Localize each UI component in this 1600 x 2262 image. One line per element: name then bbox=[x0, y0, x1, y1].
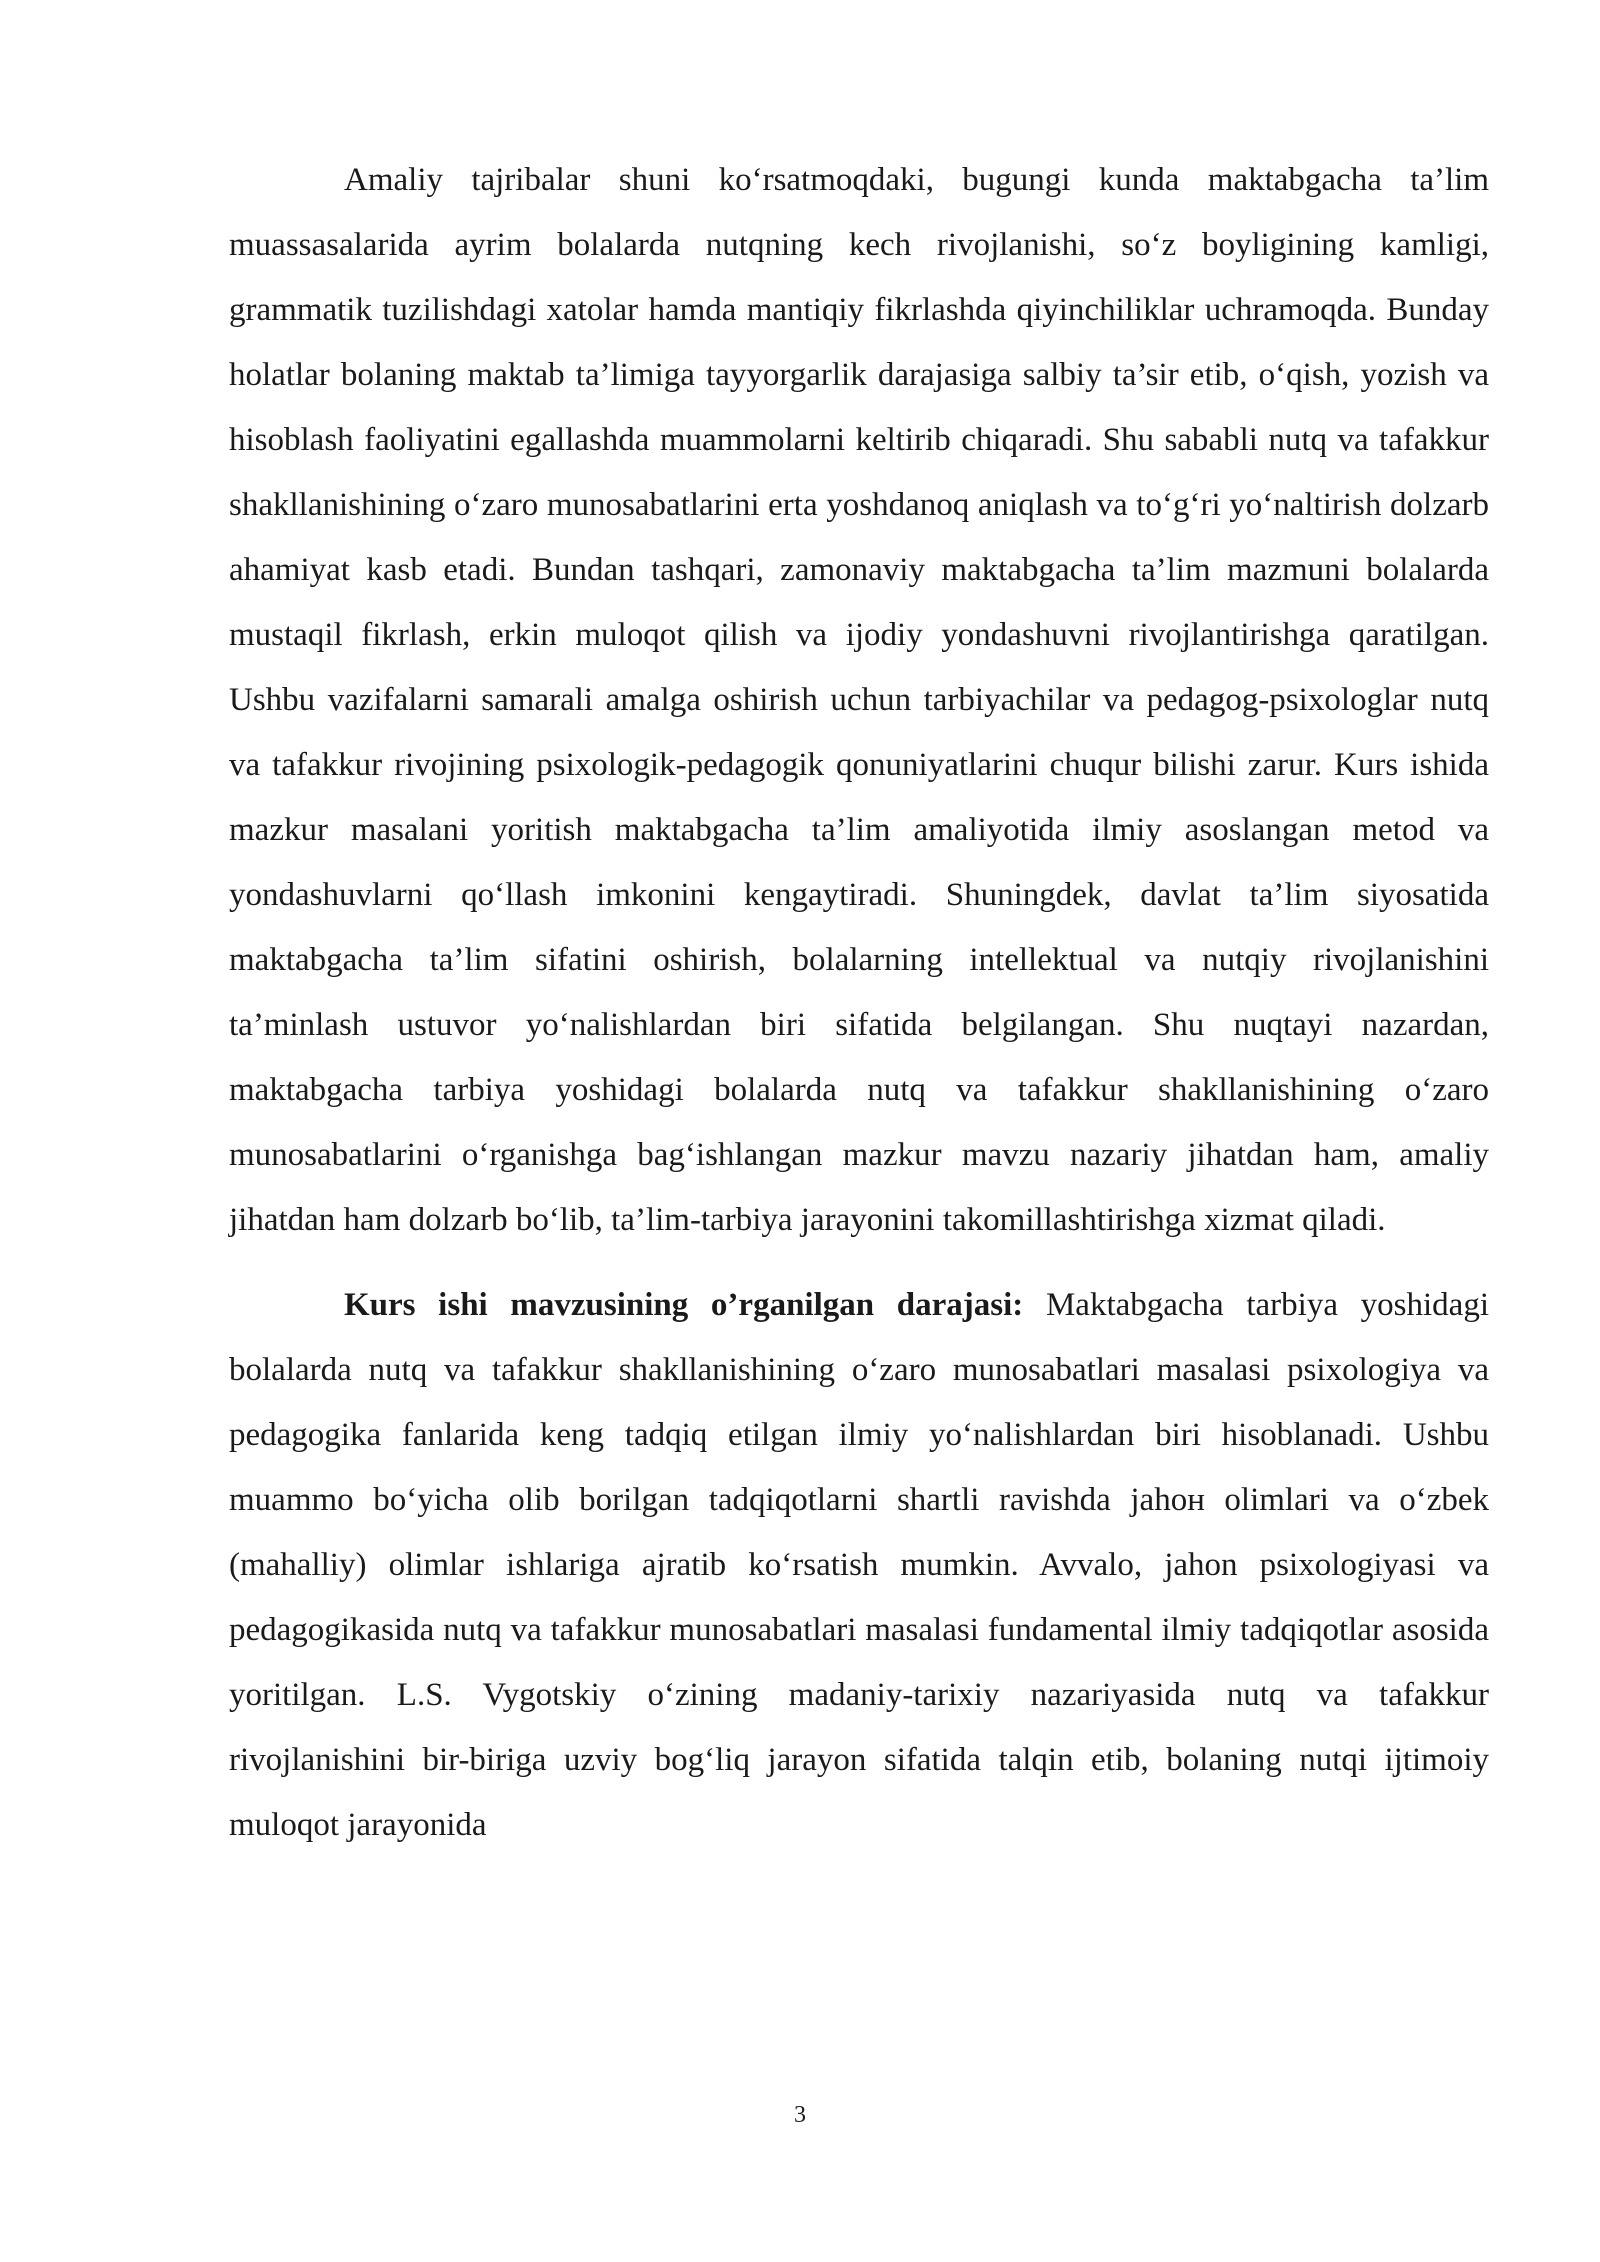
body-text bbox=[229, 148, 1489, 1858]
page-number: 3 bbox=[794, 2102, 806, 2128]
paragraph-study-level bbox=[229, 1273, 1489, 1858]
paragraph-text: Amaliy tajribalar shuni ko‘rsatmoqdaki, bugungi kunda maktabgacha ta’lim muassasalarida ayrim bolalarda nutqning kech rivojlanishi, so‘z boyligining kamligi, grammatik tuzilishdagi xatolar hamda mantiqiy fikrlashda qiyinchiliklar uchramoqda. Bunday holatlar bolaning maktab ta’limiga tayyorgarlik darajasiga salbiy ta’sir etib, o‘qish, yozish va hisoblash faoliyatini egallashda muammolarni keltirib chiqaradi. Shu sababli nutq va tafakkur shakllanishining o‘zaro munosabatlarini erta yoshdanoq aniqlash va to‘g‘ri yo‘naltirish dolzarb ahamiyat kasb etadi. Bundan tashqari, zamonaviy maktabgacha ta’lim mazmuni bolalarda mustaqil fikrlash, erkin muloqot qilish va ijodiy yondashuvni rivojlantirishga qaratilgan. Ushbu vazifalarni samarali amalga oshirish uchun tarbiyachilar va pedagog-psixologlar nutq va tafakkur rivojining psixologik-pedagogik qonuniyatlarini chuqur bilishi zarur. Kurs ishida mazkur masalani yoritish maktabgacha ta’lim amaliyotida ilmiy asoslangan metod va yondashuvlarni qo‘llash imkonini kengaytiradi. Shuningdek, davlat ta’lim siyosatida maktabgacha ta’lim sifatini oshirish, bolalarning intellektual va nutqiy rivojlanishini ta’minlash ustuvor yo‘nalishlardan biri sifatida belgilangan. Shu nuqtayi nazardan, maktabgacha tarbiya yoshidagi bolalarda nutq va tafakkur shakllanishining o‘zaro munosabatlarini o‘rganishga bag‘ishlangan mazkur mavzu nazariy jihatdan ham, amaliy jihatdan ham dolzarb bo‘lib, ta’lim-tarbiya jarayonini takomillashtirishga xizmat qiladi. bbox=[229, 162, 1489, 1238]
section-heading-study-level: Kurs ishi mavzusining o’rganilgan darajasi: bbox=[344, 1287, 1024, 1323]
paragraph-intro-relevance bbox=[229, 148, 1489, 1253]
paragraph-text: Maktabgacha tarbiya yoshidagi bolalarda nutq va tafakkur shakllanishining o‘zaro munosabatlari masalasi psixologiya va pedagogika fanlarida keng tadqiq etilgan ilmiy yo‘nalishlardan biri hisoblanadi. Ushbu muammo bo‘yicha olib borilgan tadqiqotlarni shartli ravishda jahoн olimlari va o‘zbek (mahalliy) olimlar ishlariga ajratib ko‘rsatish mumkin. Avvalo, jahon psixologiyasi va pedagogikasida nutq va tafakkur munosabatlari masalasi fundamental ilmiy tadqiqotlar asosida yoritilgan. L.S. Vygotskiy o‘zining madaniy-tarixiy nazariyasida nutq va tafakkur rivojlanishini bir-biriga uzviy bog‘liq jarayon sifatida talqin etib, bolaning nutqi ijtimoiy muloqot jarayonida bbox=[229, 1287, 1489, 1843]
